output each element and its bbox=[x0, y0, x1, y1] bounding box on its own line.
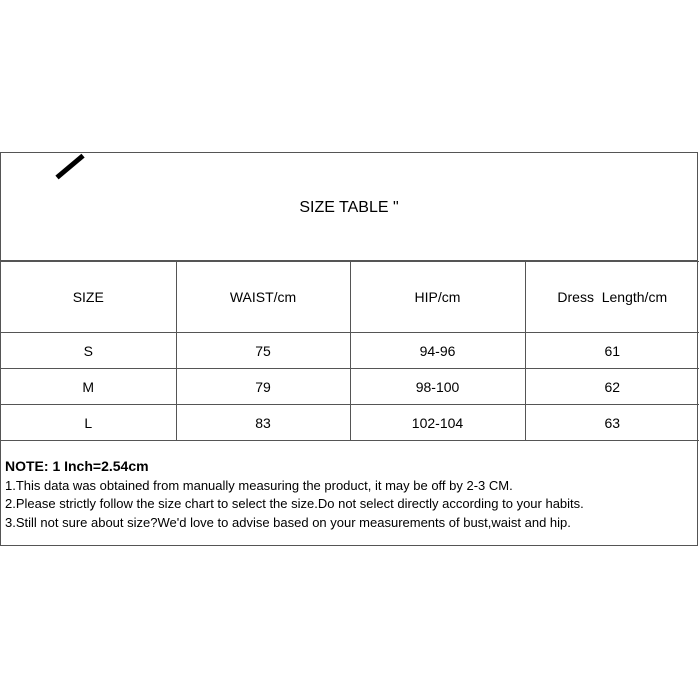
cell-hip: 102-104 bbox=[350, 405, 525, 441]
header-hip: HIP/cm bbox=[350, 262, 525, 333]
header-dress-length: Dress Length/cm bbox=[525, 262, 699, 333]
cell-dress-length: 62 bbox=[525, 369, 699, 405]
cell-dress-length: 63 bbox=[525, 405, 699, 441]
table-row bbox=[1, 333, 699, 369]
cell-size: M bbox=[1, 369, 176, 405]
cell-hip: 94-96 bbox=[350, 333, 525, 369]
cell-hip: 98-100 bbox=[350, 369, 525, 405]
size-table-title: SIZE TABLE " bbox=[299, 199, 399, 216]
cell-size: L bbox=[1, 405, 176, 441]
note-item: 1.This data was obtained from manually measuring the product, it may be off by 2-3 CM. bbox=[5, 477, 513, 493]
size-chart-sheet bbox=[0, 152, 698, 546]
header-waist: WAIST/cm bbox=[176, 262, 350, 333]
notes-section bbox=[5, 457, 695, 532]
size-table bbox=[1, 261, 699, 441]
note-item: 3.Still not sure about size?We'd love to advise based on your measurements of bust,waist and hip. bbox=[5, 514, 571, 530]
table-row bbox=[1, 405, 699, 441]
table-row bbox=[1, 369, 699, 405]
note-item: 2.Please strictly follow the size chart to select the size.Do not select directly according to your habits. bbox=[5, 496, 584, 511]
header-size: SIZE bbox=[1, 262, 176, 333]
cell-size: S bbox=[1, 333, 176, 369]
cell-waist: 83 bbox=[176, 405, 350, 441]
title-row bbox=[1, 153, 697, 261]
cell-dress-length: 61 bbox=[525, 333, 699, 369]
note-title: NOTE: 1 Inch=2.54cm bbox=[5, 458, 149, 474]
slash-mark bbox=[55, 154, 84, 180]
cell-waist: 75 bbox=[176, 333, 350, 369]
cell-waist: 79 bbox=[176, 369, 350, 405]
table-header-row bbox=[1, 262, 699, 333]
